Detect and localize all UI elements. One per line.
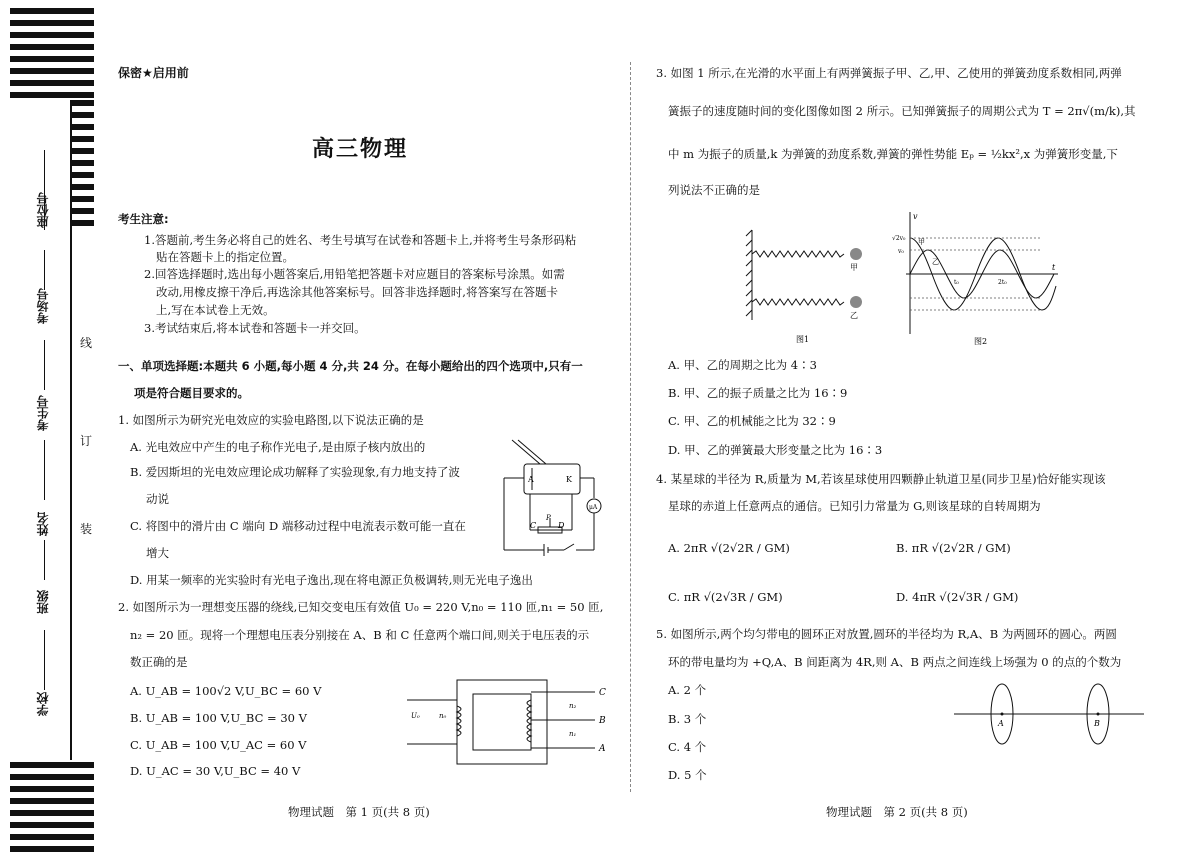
q5-rings-figure bbox=[952, 680, 1148, 750]
q2-option-c: C. U_AB = 100 V,U_AC = 60 V bbox=[130, 738, 307, 752]
notice-item: 2.回答选择题时,选出每小题答案后,用铅笔把答题卡对应题目的答案标号涂黑。如需 bbox=[144, 267, 565, 281]
page-divider bbox=[630, 62, 631, 792]
q3-fig2-caption: 图2 bbox=[974, 337, 988, 346]
binding-strip bbox=[0, 0, 100, 868]
q4-stem: 4. 某星球的半径为 R,质量为 M,若该星球使用四颗静止轨道卫星(同步卫星)恰好能实现该 bbox=[656, 472, 1106, 486]
notice-item: 改动,用橡皮擦干净后,再选涂其他答案标号。回答非选择题时,将答案写在答题卡 bbox=[156, 285, 558, 299]
q2-fig-n1-label: n₁ bbox=[569, 730, 577, 738]
q3-fig1-jia-label: 甲 bbox=[850, 263, 858, 272]
room-label: 考场号 bbox=[36, 288, 50, 324]
section-heading: 一、单项选择题:本题共 6 小题,每小题 4 分,共 24 分。在每小题给出的四个选项中,只有一 bbox=[118, 359, 583, 373]
q4-option-b: B. πR √(2√2R / GM) bbox=[896, 541, 1011, 555]
binding-ding-mark: 订 bbox=[80, 434, 93, 448]
q3-option-d: D. 甲、乙的弹簧最大形变量之比为 16∶3 bbox=[668, 443, 883, 457]
q2-fig-n0-label: n₀ bbox=[439, 712, 447, 720]
page-title: 高三物理 bbox=[312, 137, 409, 162]
q3-fig1-caption: 图1 bbox=[796, 335, 810, 344]
q1-option-c-cont: 增大 bbox=[146, 546, 169, 560]
q1-fig-a-label: A bbox=[528, 475, 534, 484]
q2-stem: 2. 如图所示为一理想变压器的绕线,已知交变电压有效值 U₀ = 220 V,n₀ = 110 匝,n₁ = 50 匝, bbox=[118, 600, 604, 614]
q3-stem-cont: 列说法不正确的是 bbox=[668, 183, 760, 197]
q1-option-c: C. 将图中的滑片由 C 端向 D 端移动过程中电流表示数可能一直在 bbox=[130, 519, 466, 533]
exam-no-label: 考生号 bbox=[36, 395, 50, 431]
q2-fig-a-label: A bbox=[599, 744, 606, 754]
notice-item: 3.考试结束后,将本试卷和答题卡一并交回。 bbox=[144, 321, 366, 335]
q5-fig-a-label: A bbox=[998, 719, 1004, 728]
q5-option-c: C. 4 个 bbox=[668, 740, 707, 754]
binding-zhuang-mark: 装 bbox=[80, 522, 93, 536]
confidential-mark: 保密★启用前 bbox=[118, 66, 189, 80]
q3-stem: 3. 如图 1 所示,在光滑的水平面上有两弹簧振子甲、乙,甲、乙使用的弹簧劲度系数相同,两弹 bbox=[656, 66, 1122, 80]
q4-option-d: D. 4πR √(2√3R / GM) bbox=[896, 590, 1019, 604]
q2-transformer-figure bbox=[405, 678, 613, 768]
section-heading-cont: 项是符合题目要求的。 bbox=[134, 386, 249, 400]
q1-option-b-cont: 动说 bbox=[146, 492, 169, 506]
notice-item: 贴在答题卡上的指定位置。 bbox=[156, 250, 294, 264]
q2-fig-b-label: B bbox=[599, 716, 606, 726]
q5-option-a: A. 2 个 bbox=[668, 683, 707, 697]
q3-fig2-jia-label: 甲 bbox=[918, 238, 925, 246]
q2-fig-u0-label: U₀ bbox=[411, 712, 420, 720]
q2-option-d: D. U_AC = 30 V,U_BC = 40 V bbox=[130, 764, 301, 778]
q3-fig2-t-axis: t bbox=[1052, 263, 1056, 272]
q5-option-d: D. 5 个 bbox=[668, 768, 707, 782]
q1-fig-p-label: P bbox=[546, 514, 551, 522]
seat-label: 座位号 bbox=[36, 192, 50, 228]
q2-stem-cont: n₂ = 20 匝。现将一个理想电压表分别接在 A、B 和 C 任意两个端口间,则关于电压表的示 bbox=[130, 628, 590, 642]
q5-stem-cont: 环的带电量均为 +Q,A、B 间距离为 4R,则 A、B 两点之间连线上场强为 0 的点的个数为 bbox=[668, 655, 1122, 669]
q2-fig-n2-label: n₂ bbox=[569, 702, 577, 710]
footer-left: 物理试题 第 1 页(共 8 页) bbox=[288, 805, 430, 819]
q1-fig-d-label: D bbox=[558, 521, 565, 530]
barcode-bottom bbox=[10, 762, 98, 862]
q2-option-b: B. U_AB = 100 V,U_BC = 30 V bbox=[130, 711, 307, 725]
q3-stem-cont: 簧振子的速度随时间的变化图像如图 2 所示。已知弹簧振子的周期公式为 T = 2π√(m/k),其 bbox=[668, 104, 1136, 118]
q3-fig2-v1-label: √2v₀ bbox=[892, 235, 906, 242]
q3-option-b: B. 甲、乙的振子质量之比为 16∶9 bbox=[668, 386, 848, 400]
q3-fig1-yi-label: 乙 bbox=[850, 311, 858, 320]
q1-circuit-figure bbox=[500, 438, 610, 556]
class-label: 班级 bbox=[36, 590, 50, 614]
q3-stem-cont: 中 m 为振子的质量,k 为弹簧的劲度系数,弹簧的弹性势能 Eₚ = ½kx²,x 为弹簧形变量,下 bbox=[668, 147, 1118, 161]
q1-fig-k-label: K bbox=[566, 475, 572, 484]
footer-right: 物理试题 第 2 页(共 8 页) bbox=[826, 805, 968, 819]
q1-option-b: B. 爱因斯坦的光电效应理论成功解释了实验现象,有力地支持了波 bbox=[130, 465, 460, 479]
q4-option-a: A. 2πR √(2√2R / GM) bbox=[668, 541, 790, 555]
q5-stem: 5. 如图所示,两个均匀带电的圆环正对放置,圆环的半径均为 R,A、B 为两圆环的圆心。两圆 bbox=[656, 627, 1117, 641]
school-label: 学校 bbox=[36, 692, 50, 716]
q2-fig-c-label: C bbox=[599, 688, 606, 698]
q3-velocity-graph bbox=[892, 210, 1062, 346]
binding-line-mark: 线 bbox=[80, 336, 93, 350]
q3-fig2-2t0-label: 2t₀ bbox=[998, 279, 1007, 286]
q3-option-a: A. 甲、乙的周期之比为 4∶3 bbox=[668, 358, 817, 372]
notice-item: 1.答题前,考生务必将自己的姓名、考生号填写在试卷和答题卡上,并将考生号条形码粘 bbox=[144, 233, 577, 247]
q1-stem: 1. 如图所示为研究光电效应的实验电路图,以下说法正确的是 bbox=[118, 413, 424, 427]
q5-fig-b-label: B bbox=[1094, 719, 1100, 728]
q1-fig-c-label: C bbox=[530, 521, 537, 530]
q2-option-a: A. U_AB = 100√2 V,U_BC = 60 V bbox=[130, 684, 322, 698]
q3-option-c: C. 甲、乙的机械能之比为 32∶9 bbox=[668, 414, 836, 428]
q3-spring-figure bbox=[742, 228, 882, 346]
q5-option-b: B. 3 个 bbox=[668, 712, 707, 726]
q1-option-a: A. 光电效应中产生的电子称作光电子,是由原子核内放出的 bbox=[130, 440, 426, 454]
name-label: 姓名 bbox=[36, 512, 50, 536]
ticks-right bbox=[70, 100, 98, 760]
notice-item: 上,写在本试卷上无效。 bbox=[156, 303, 275, 317]
q1-fig-meter-label: μA bbox=[589, 504, 598, 511]
q2-stem-cont: 数正确的是 bbox=[130, 655, 188, 669]
q4-option-c: C. πR √(2√3R / GM) bbox=[668, 590, 783, 604]
q1-option-d: D. 用某一频率的光实验时有光电子逸出,现在将电源正负极调转,则无光电子逸出 bbox=[130, 573, 533, 587]
q3-fig2-t0-label: t₀ bbox=[954, 279, 959, 286]
q3-fig2-v0-label: v₀ bbox=[898, 248, 904, 255]
q3-fig2-v-axis: v bbox=[913, 212, 918, 221]
q4-stem-cont: 星球的赤道上任意两点的通信。已知引力常量为 G,则该星球的自转周期为 bbox=[668, 499, 1041, 513]
notice-heading: 考生注意: bbox=[118, 212, 169, 226]
q3-fig2-yi-label: 乙 bbox=[932, 258, 939, 266]
